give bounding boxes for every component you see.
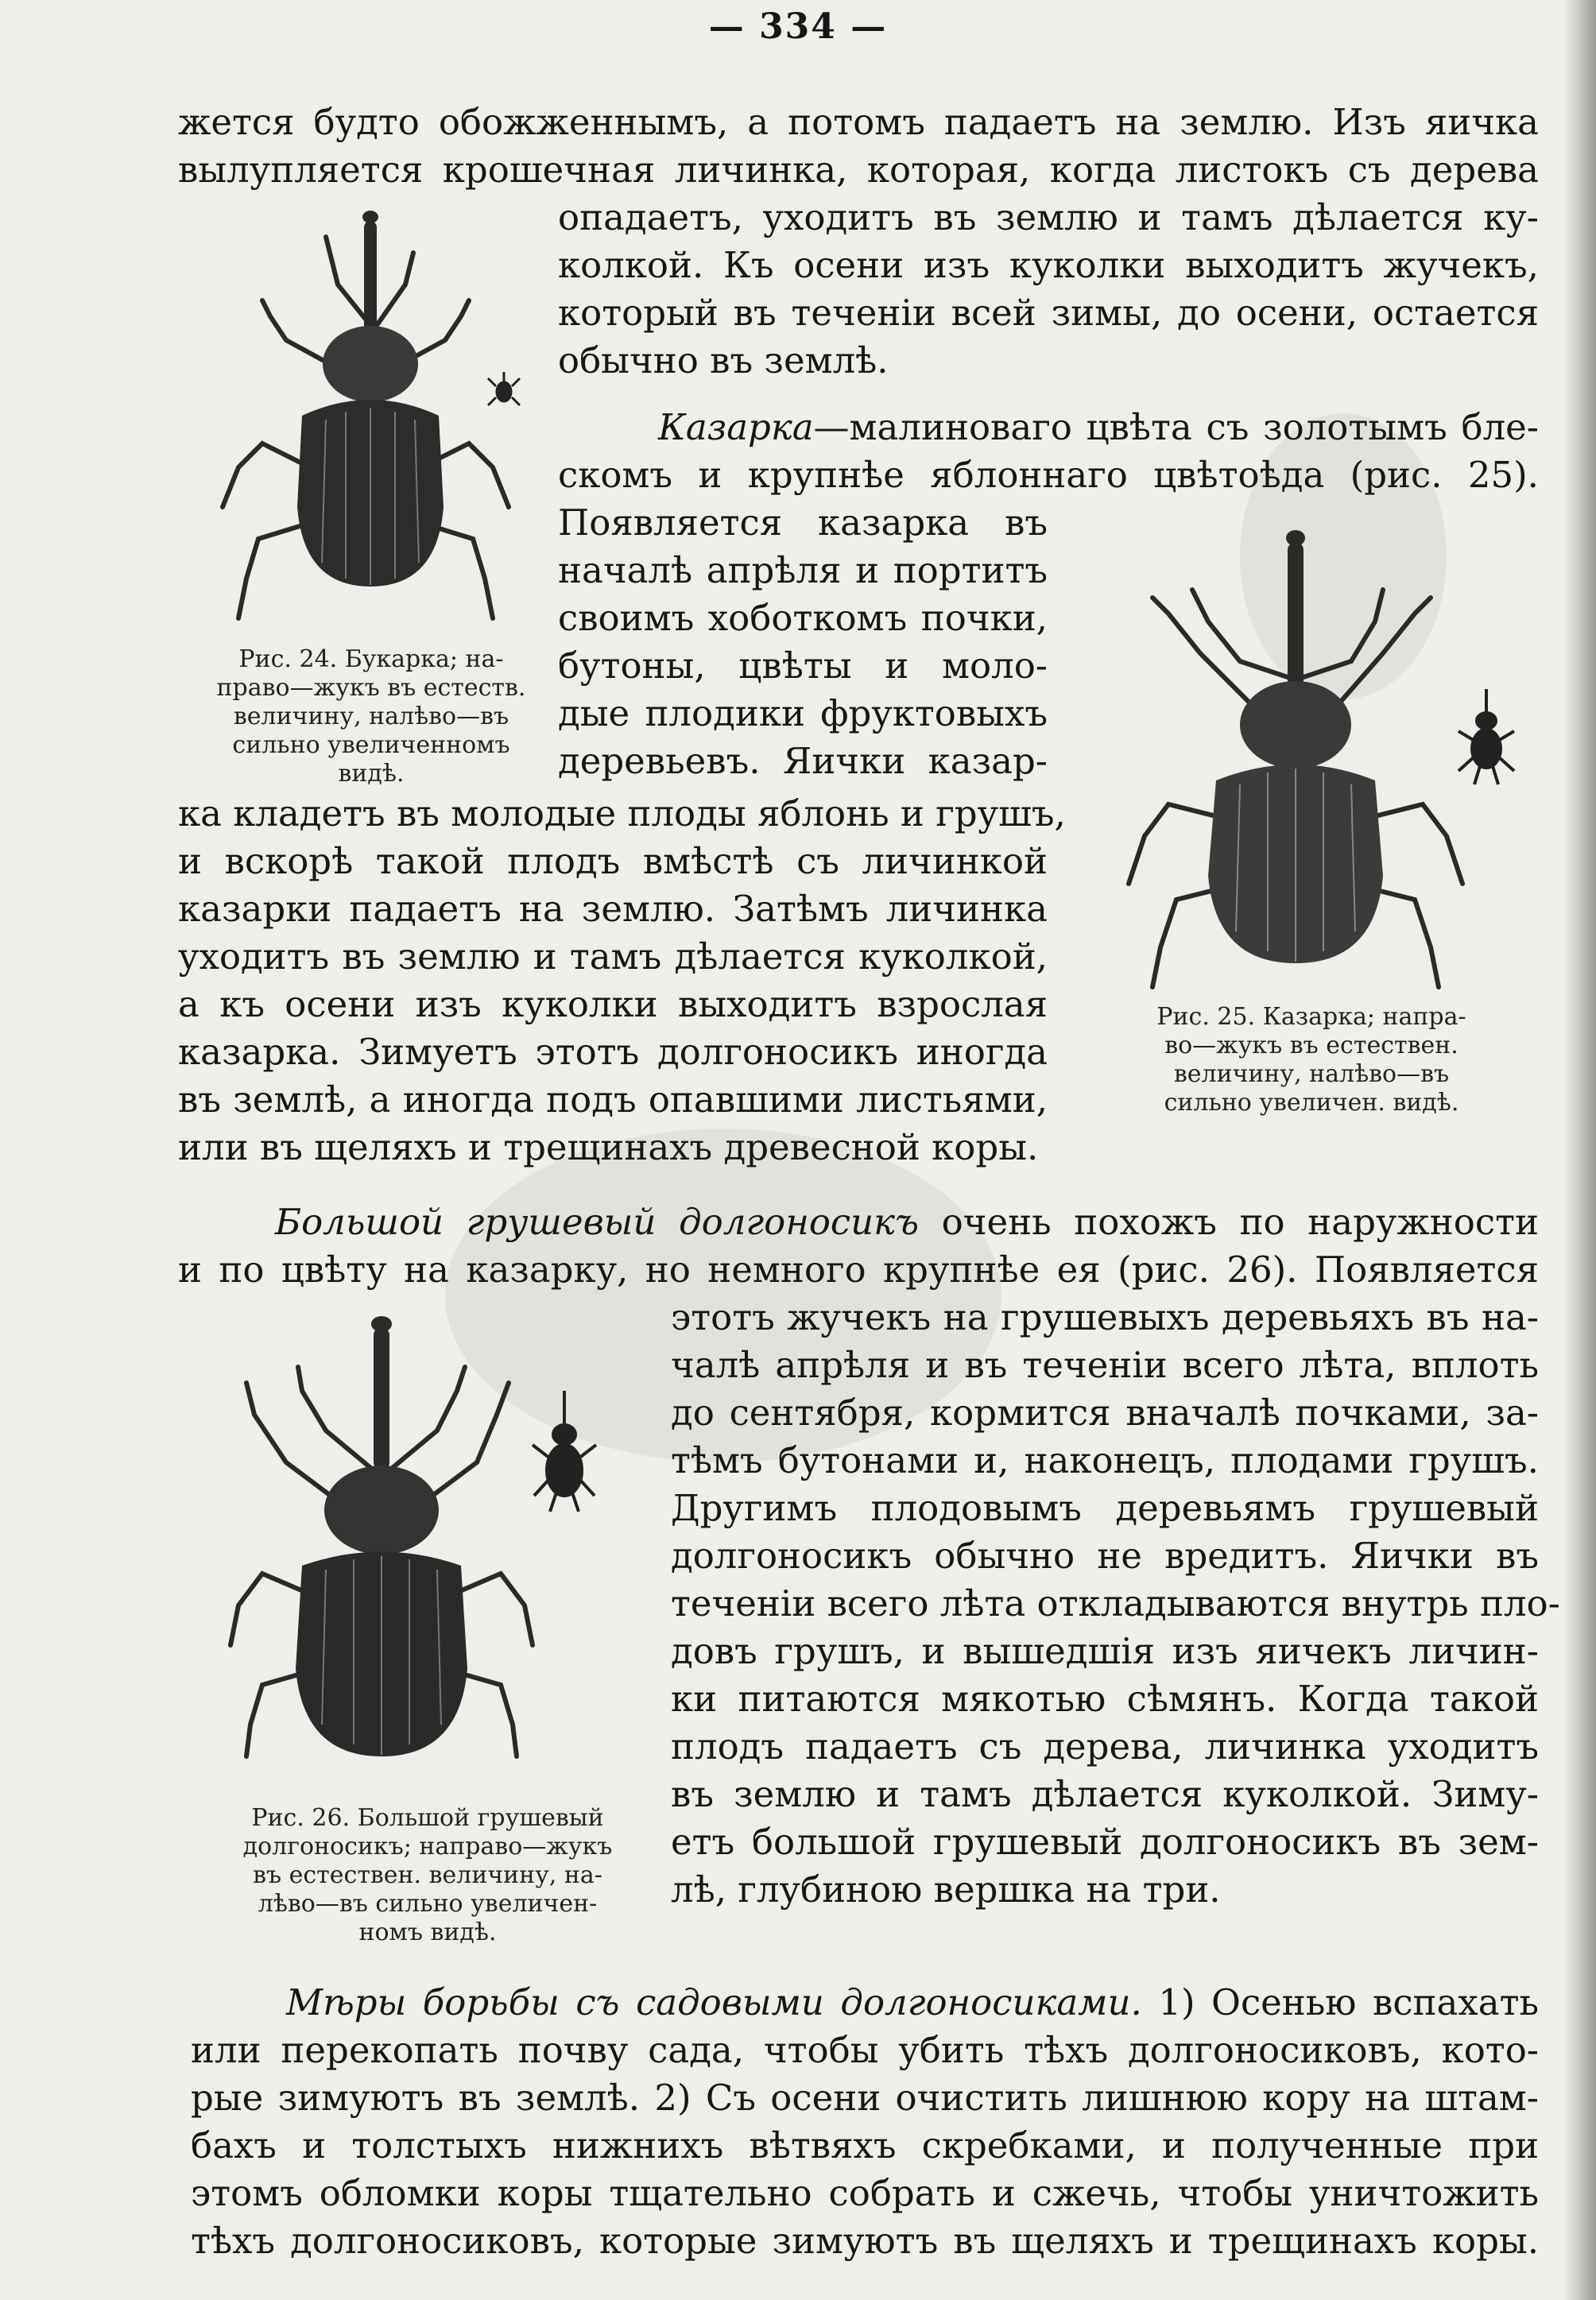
text-line: тѣмъ бутонами и, наконецъ, плодами грушъ. (671, 1439, 1539, 1481)
text-line: уходитъ въ землю и тамъ дѣлается куколкой, (178, 935, 1048, 978)
text-line: въ землю и тамъ дѣлается куколкой. Зиму- (671, 1773, 1539, 1815)
text-line: или въ щеляхъ и трещинахъ древесной коры. (178, 1126, 1039, 1168)
text-line: въ землѣ, а иногда подъ опавшими листьями, (178, 1078, 1048, 1121)
text-line: обычно въ землѣ. (558, 339, 889, 381)
text-line: скомъ и крупнѣе яблоннаго цвѣтоѣда (рис. 25). (558, 454, 1539, 496)
text-line: или перекопать почву сада, чтобы убить тѣхъ долгоносиковъ, кото- (191, 2029, 1539, 2071)
text-span: —малиноваго цвѣта съ золотымъ бле- (813, 406, 1539, 448)
page-edge-shadow (1564, 0, 1596, 2300)
text-line: Другимъ плодовымъ деревьямъ грушевый (671, 1487, 1539, 1529)
term-control-measures: Мѣры борьбы съ садовыми долгоносиками. (286, 1981, 1142, 2023)
text-line: казарки падаетъ на землю. Затѣмъ личинка (178, 888, 1048, 930)
figure-25-beetle-illustration (1113, 518, 1542, 995)
text-line: казарка. Зимуетъ этотъ долгоносикъ иногда (178, 1031, 1048, 1073)
term-pear-weevil: Большой грушевый долгоносикъ (275, 1201, 919, 1243)
text-line: бахъ и толстыхъ нижнихъ вѣтвяхъ скребками, и полученные при (191, 2124, 1539, 2166)
caption-line: видѣ. (338, 760, 405, 788)
paragraph-first-line (658, 405, 1539, 450)
text-line: Появляется казарка въ (558, 501, 1048, 544)
text-line: этотъ жучекъ на грушевыхъ деревьяхъ въ на- (671, 1296, 1539, 1338)
caption-line: величину, налѣво—въ (1173, 1060, 1450, 1088)
text-span: 1) Осенью вспахать (1158, 1981, 1539, 2023)
text-line: бутоны, цвѣты и моло- (558, 645, 1048, 687)
text-line: тѣхъ долгоносиковъ, которые зимуютъ въ щеляхъ и трещинахъ коры. (191, 2220, 1539, 2262)
text-line: который въ теченіи всей зимы, до осени, остается (558, 292, 1539, 334)
text-line: и вскорѣ такой плодъ вмѣстѣ съ личинкой (178, 840, 1048, 882)
caption-line: Рис. 24. Букарка; на- (238, 645, 504, 673)
text-line: началѣ апрѣля и портитъ (558, 549, 1048, 591)
text-line: колкой. Къ осени изъ куколки выходитъ жучекъ, (558, 244, 1539, 286)
text-line: до сентября, кормится вначалѣ почками, за- (671, 1392, 1539, 1434)
text-line: своимъ хоботкомъ почки, (558, 597, 1048, 639)
text-line: деревьевъ. Яички казар- (558, 740, 1048, 782)
text-line: вылупляется крошечная личинка, которая, когда листокъ съ дерева (178, 149, 1539, 191)
text-line: етъ большой грушевый долгоносикъ въ зем- (671, 1821, 1539, 1863)
figure-26-beetle-illustration (223, 1311, 668, 1772)
figure-24-caption (188, 645, 555, 788)
text-line: долгоносикъ обычно не вредитъ. Яички въ (671, 1535, 1539, 1577)
text-line: этомъ обломки коры тщательно собрать и сжечь, чтобы уничтожить (191, 2172, 1539, 2214)
page-number: — 334 — (708, 6, 888, 47)
text-line: ка кладетъ въ молодые плоды яблонь и грушъ, (178, 792, 1066, 834)
caption-line: номъ видѣ. (358, 1919, 497, 1946)
caption-line: во—жукъ въ естествен. (1164, 1032, 1458, 1059)
text-line: опадаетъ, уходитъ въ землю и тамъ дѣлается ку- (558, 196, 1539, 238)
text-line: а къ осени изъ куколки выходитъ взрослая (178, 983, 1048, 1025)
caption-line: лѣво—въ сильно увеличен- (258, 1890, 598, 1918)
caption-line: въ естествен. величину, на- (253, 1861, 602, 1889)
text-line: дые плодики фруктовыхъ (558, 692, 1048, 734)
caption-line: право—жукъ въ естеств. (216, 674, 526, 702)
caption-line: сильно увеличен. видѣ. (1164, 1089, 1459, 1117)
paragraph-first-line (286, 1981, 1539, 2025)
text-line: лѣ, глубиною вершка на три. (671, 1868, 1221, 1911)
text-span: очень похожъ по наружности (941, 1201, 1539, 1243)
caption-line: сильно увеличенномъ (232, 731, 510, 759)
caption-line: Рис. 26. Большой грушевый (251, 1804, 604, 1832)
term-kazarka: Казарка (658, 406, 814, 448)
text-line: довъ грушъ, и вышедшія изъ яичекъ личин- (671, 1630, 1539, 1672)
text-line: и по цвѣту на казарку, но немного крупнѣе ея (рис. 26). Появляется (178, 1249, 1539, 1291)
text-line: теченіи всего лѣта откладываются внутрь пло- (671, 1582, 1560, 1624)
caption-line: долгоносикъ; направо—жукъ (242, 1833, 613, 1861)
text-line: плодъ падаетъ съ дерева, личинка уходитъ (671, 1725, 1539, 1768)
caption-line: величину, налѣво—въ (233, 703, 509, 730)
text-line: рые зимуютъ въ землѣ. 2) Съ осени очистить лишнюю кору на штам- (191, 2077, 1539, 2119)
caption-line: Рис. 25. Казарка; напра- (1156, 1003, 1466, 1031)
figure-25-caption (1105, 1003, 1518, 1117)
figure-24-beetle-illustration (191, 205, 540, 634)
paragraph-first-line (275, 1200, 1539, 1245)
text-line: жется будто обожженнымъ, а потомъ падаетъ на землю. Изъ яичка (178, 101, 1539, 143)
text-line: чалѣ апрѣля и въ теченіи всего лѣта, вплоть (671, 1344, 1539, 1386)
figure-26-caption (189, 1804, 666, 1947)
text-line: ки питаются мякотью сѣмянъ. Когда такой (671, 1678, 1539, 1720)
